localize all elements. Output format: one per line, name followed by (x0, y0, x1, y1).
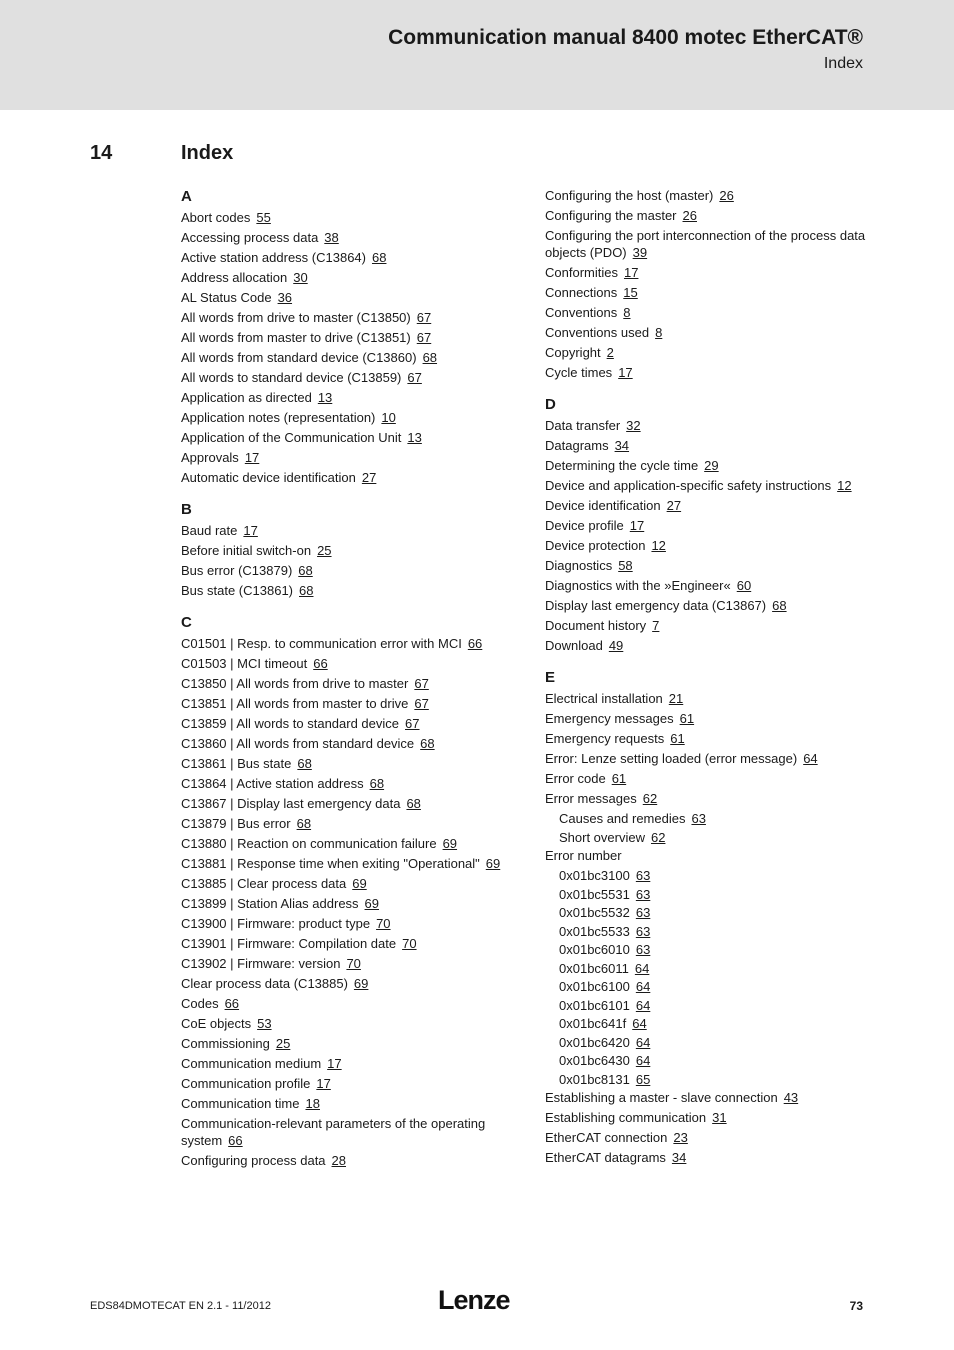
page-number: 73 (849, 1299, 863, 1313)
index-entry (181, 269, 521, 286)
index-page-link[interactable]: 67 (416, 330, 432, 345)
index-entry-text: 0x01bc6100 (559, 979, 630, 994)
index-entry-text: Error: Lenze setting loaded (error message) (545, 751, 798, 766)
index-entry (545, 997, 875, 1014)
index-entry (545, 1089, 875, 1106)
index-entry (545, 517, 875, 534)
index-entry-text: Download (545, 638, 603, 653)
index-page-link[interactable]: 28 (331, 1153, 346, 1168)
index-entry-text: Diagnostics with the »Engineer« (545, 578, 731, 593)
index-letter-heading: A (181, 188, 192, 205)
index-page-link[interactable]: 12 (651, 538, 666, 553)
index-entry-text: C13900 | Firmware: product type (181, 916, 371, 931)
index-entry (181, 209, 521, 226)
index-page-link[interactable]: 69 (485, 856, 501, 871)
index-page-link[interactable]: 55 (256, 210, 271, 225)
index-page-link[interactable]: 68 (296, 816, 312, 831)
index-entry (181, 542, 521, 559)
index-entry (545, 537, 875, 554)
index-entry-text: C13902 | Firmware: version (181, 956, 341, 971)
index-entry (545, 417, 875, 434)
index-entry-text: C01501 | Resp. to communication error with MCI (181, 636, 462, 651)
index-page-link[interactable]: 13 (317, 390, 333, 405)
index-entry-text: Accessing process data (181, 230, 319, 245)
page-header (0, 0, 954, 110)
index-page-link[interactable]: 70 (346, 956, 361, 971)
index-entry-text: 0x01bc6420 (559, 1034, 630, 1050)
index-page-link[interactable]: 60 (736, 578, 752, 593)
index-entry-text: AL Status Code (181, 290, 272, 305)
index-entry (181, 249, 521, 266)
index-page-link[interactable]: 10 (381, 410, 396, 425)
index-page-link[interactable]: 63 (635, 923, 651, 939)
index-page-link[interactable]: 63 (635, 905, 651, 920)
index-entry-text: C13861 | Bus state (181, 756, 292, 771)
index-entry-text: C13867 | Display last emergency data (181, 796, 401, 811)
index-entry-text: Baud rate (181, 523, 238, 538)
index-page-link[interactable]: 70 (402, 936, 417, 951)
index-entry (545, 207, 875, 224)
index-entry (181, 522, 521, 539)
index-group (545, 187, 875, 381)
index-entry-text: Communication-relevant parameters of the operating system (181, 1116, 486, 1148)
index-page-link[interactable]: 13 (407, 430, 422, 445)
index-entry (181, 955, 521, 972)
index-entry (181, 855, 521, 872)
index-entry-text: Determining the cycle time (545, 458, 699, 473)
index-entry-text: C13851 | All words from master to drive (181, 696, 409, 711)
index-entry-text: C13901 | Firmware: Compilation date (181, 936, 397, 951)
index-entry (545, 187, 875, 204)
index-entry (545, 1071, 875, 1088)
index-page-link[interactable]: 68 (406, 796, 421, 811)
index-entry-text: 0x01bc6011 (559, 960, 629, 976)
index-entry-text: Communication medium (181, 1056, 322, 1071)
index-entry-text: Short overview (559, 829, 645, 845)
index-page-link[interactable]: 68 (371, 250, 387, 265)
index-page-link[interactable]: 69 (352, 876, 367, 891)
index-entry-text: Automatic device identification (181, 470, 356, 485)
index-page-link[interactable]: 61 (611, 771, 627, 786)
index-entry (181, 409, 521, 426)
index-entry-text: Communication profile (181, 1076, 311, 1091)
index-entry-text: C13879 | Bus error (181, 816, 291, 831)
index-column-right (545, 187, 875, 1180)
index-page-link[interactable]: 64 (803, 751, 818, 766)
index-page-link[interactable]: 25 (317, 543, 332, 558)
index-entry-text: Device protection (545, 538, 646, 553)
index-page-link[interactable]: 43 (783, 1090, 799, 1105)
index-entry (545, 617, 875, 634)
index-entry (181, 1152, 521, 1169)
index-entry (181, 915, 521, 932)
index-letter-heading: D (545, 396, 556, 413)
index-page-link[interactable]: 69 (364, 896, 380, 911)
index-entry (545, 437, 875, 454)
index-entry (181, 429, 521, 446)
index-page-link[interactable]: 61 (670, 731, 685, 746)
index-letter-heading: B (181, 501, 192, 518)
index-page-link[interactable]: 17 (243, 523, 258, 538)
index-group (545, 668, 875, 1166)
index-entry (545, 457, 875, 474)
index-page-link[interactable]: 34 (614, 438, 630, 453)
index-entry-text: Device profile (545, 518, 624, 533)
index-entry (545, 941, 875, 958)
index-entry-text: Configuring the master (545, 208, 677, 223)
index-entry-text: EtherCAT datagrams (545, 1150, 666, 1165)
index-letter-heading: C (181, 614, 192, 631)
index-group (545, 395, 875, 654)
index-entry (545, 730, 875, 747)
index-page-link[interactable]: 63 (635, 868, 651, 883)
index-entry-text: Copyright (545, 345, 601, 360)
index-entry (545, 770, 875, 787)
index-page-link[interactable]: 27 (666, 498, 682, 513)
index-entry-text: All words from drive to master (C13850) (181, 310, 411, 325)
index-entry-text: C13881 | Response time when exiting "Operational" (181, 856, 480, 871)
index-entry (545, 477, 875, 494)
index-entry (545, 264, 875, 281)
index-page-link[interactable]: 67 (407, 370, 422, 385)
index-entry (181, 835, 521, 852)
index-entry-text: Active station address (C13864) (181, 250, 366, 265)
index-entry-text: Conformities (545, 265, 618, 280)
index-entry (181, 1015, 521, 1032)
index-page-link[interactable]: 8 (623, 305, 631, 320)
index-entry-text: Electrical installation (545, 691, 663, 706)
index-page-link[interactable]: 67 (405, 716, 420, 731)
index-entry (545, 284, 875, 301)
index-entry (545, 790, 875, 807)
index-entry-text: Application of the Communication Unit (181, 430, 402, 445)
index-group (181, 613, 521, 1169)
index-entry (545, 324, 875, 341)
index-entry-text: All words to standard device (C13859) (181, 370, 402, 385)
index-entry (181, 735, 521, 752)
index-entry (545, 1149, 875, 1166)
index-page-link[interactable]: 67 (414, 676, 429, 691)
index-entry (545, 886, 875, 903)
index-page-link[interactable]: 64 (635, 1053, 651, 1068)
index-page-link[interactable]: 58 (618, 558, 633, 573)
index-entry (181, 995, 521, 1012)
index-entry (181, 369, 521, 386)
index-page-link[interactable]: 23 (673, 1130, 688, 1145)
index-entry-text: Display last emergency data (C13867) (545, 598, 767, 613)
index-page-link[interactable]: 17 (316, 1076, 331, 1091)
index-page-link[interactable]: 63 (635, 942, 651, 957)
index-entry-text: Diagnostics (545, 558, 613, 573)
index-entry (181, 975, 521, 992)
index-entry-text: C01503 | MCI timeout (181, 656, 308, 671)
index-entry-text: Communication time (181, 1096, 300, 1111)
index-entry-text: Emergency requests (545, 731, 665, 746)
index-entry-text: Before initial switch-on (181, 543, 312, 558)
index-entry (545, 1034, 875, 1051)
index-page-link[interactable]: 64 (635, 1034, 651, 1050)
index-entry-text: EtherCAT connection (545, 1130, 668, 1145)
index-page-link[interactable]: 67 (414, 696, 429, 711)
index-entry-text: 0x01bc6430 (559, 1053, 630, 1068)
index-page-link[interactable]: 34 (671, 1150, 687, 1165)
index-entry (181, 815, 521, 832)
index-entry (545, 557, 875, 574)
index-entry (545, 847, 875, 864)
index-entry-text: C13880 | Reaction on communication failure (181, 836, 437, 851)
index-entry-text: All words from standard device (C13860) (181, 350, 417, 365)
index-page-link[interactable]: 64 (634, 960, 650, 976)
index-entry-text: Approvals (181, 450, 239, 465)
index-entry-text: Abort codes (181, 210, 251, 225)
index-entry-text: Clear process data (C13885) (181, 976, 348, 991)
index-entry (545, 227, 875, 261)
index-entry-text: Application as directed (181, 390, 312, 405)
index-entry (545, 978, 875, 995)
index-page-link[interactable]: 68 (298, 563, 313, 578)
index-entry-text: Application notes (representation) (181, 410, 376, 425)
index-entry (181, 562, 521, 579)
index-page-link[interactable]: 26 (719, 188, 734, 203)
index-page-link[interactable]: 68 (299, 583, 314, 598)
index-page-link[interactable]: 32 (626, 418, 641, 433)
index-entry (181, 695, 521, 712)
index-entry (181, 875, 521, 892)
index-entry (545, 497, 875, 514)
index-page-link[interactable]: 17 (618, 365, 633, 380)
document-title: Communication manual 8400 motec EtherCAT® (388, 26, 863, 49)
index-page-link[interactable]: 61 (679, 711, 695, 726)
index-entry (181, 1035, 521, 1052)
index-entry (545, 637, 875, 654)
index-entry (181, 675, 521, 692)
index-page-link[interactable]: 64 (635, 997, 651, 1013)
index-entry (545, 597, 875, 614)
index-page-link[interactable]: 26 (682, 208, 697, 223)
index-entry-text: Configuring the host (master) (545, 188, 714, 203)
index-page-link[interactable]: 53 (257, 1016, 272, 1031)
index-page-link[interactable]: 27 (361, 470, 377, 485)
index-entry (545, 1129, 875, 1146)
index-entry (181, 775, 521, 792)
chapter-number: 14 (90, 142, 113, 164)
index-page-link[interactable]: 63 (635, 886, 651, 902)
index-entry-text: C13864 | Active station address (181, 776, 364, 791)
index-entry (181, 935, 521, 952)
index-entry (181, 795, 521, 812)
index-entry (545, 577, 875, 594)
index-entry (545, 829, 875, 846)
document-section: Index (823, 55, 863, 72)
index-entry-text: 0x01bc5533 (559, 923, 630, 939)
index-page-link[interactable]: 30 (293, 270, 308, 285)
index-entry (545, 923, 875, 940)
index-page-link[interactable]: 64 (632, 1016, 647, 1031)
index-entry (181, 469, 521, 486)
index-page-link[interactable]: 7 (652, 618, 660, 633)
index-page-link[interactable]: 25 (275, 1036, 291, 1051)
index-page-link[interactable]: 70 (376, 916, 391, 931)
index-entry-text: C13850 | All words from drive to master (181, 676, 409, 691)
index-entry-text: Codes (181, 996, 219, 1011)
index-entry-text: Datagrams (545, 438, 609, 453)
index-page-link[interactable]: 64 (635, 979, 651, 994)
index-entry (181, 329, 521, 346)
index-entry (545, 344, 875, 361)
index-entry (181, 1115, 521, 1149)
index-entry (181, 635, 521, 652)
index-entry-text: 0x01bc5532 (559, 905, 630, 920)
index-page-link[interactable]: 68 (369, 776, 385, 791)
index-entry (181, 895, 521, 912)
index-page-link[interactable]: 66 (224, 996, 240, 1011)
index-entry (181, 309, 521, 326)
index-entry-text: 0x01bc8131 (559, 1071, 630, 1087)
index-group (181, 187, 521, 486)
index-entry-text: Device and application-specific safety instructions (545, 478, 832, 493)
index-page-link[interactable]: 31 (712, 1110, 727, 1125)
index-entry-text: C13860 | All words from standard device (181, 736, 415, 751)
index-page-link[interactable]: 68 (772, 598, 787, 613)
index-entry-text: Commissioning (181, 1036, 270, 1051)
index-page-link[interactable]: 17 (629, 518, 645, 533)
index-page-link[interactable]: 18 (305, 1096, 320, 1111)
index-page-link[interactable]: 68 (297, 756, 312, 771)
index-entry (545, 364, 875, 381)
index-page-link[interactable]: 66 (228, 1133, 243, 1148)
index-column-left (181, 187, 521, 1183)
index-page-link[interactable]: 62 (642, 791, 658, 806)
index-entry-text: Data transfer (545, 418, 621, 433)
index-entry-text: C13859 | All words to standard device (181, 716, 400, 731)
index-entry-text: Establishing communication (545, 1110, 707, 1125)
index-group (181, 500, 521, 599)
index-entry (545, 810, 875, 827)
index-page-link[interactable]: 65 (635, 1071, 651, 1087)
document-id: EDS84DMOTECAT EN 2.1 - 11/2012 (90, 1300, 271, 1312)
index-entry (181, 1075, 521, 1092)
index-entry-text: Cycle times (545, 365, 613, 380)
index-entry (181, 289, 521, 306)
index-page-link[interactable]: 67 (416, 310, 432, 325)
index-page-link[interactable]: 66 (313, 656, 328, 671)
index-page-link[interactable]: 29 (704, 458, 719, 473)
index-page-link[interactable]: 49 (608, 638, 624, 653)
index-page-link[interactable]: 2 (606, 345, 614, 360)
index-page-link[interactable]: 68 (422, 350, 438, 365)
index-page-link[interactable]: 69 (353, 976, 369, 991)
index-page-link[interactable]: 17 (327, 1056, 342, 1071)
index-entry-text: 0x01bc3100 (559, 868, 630, 883)
index-entry-text: Error messages (545, 791, 637, 806)
index-page-link[interactable]: 68 (420, 736, 435, 751)
index-entry-text: Document history (545, 618, 647, 633)
index-entry-text: Error number (545, 848, 622, 863)
index-entry (545, 867, 875, 884)
index-page-link[interactable]: 12 (837, 478, 852, 493)
index-entry-text: Conventions used (545, 325, 650, 340)
index-entry-text: Conventions (545, 305, 618, 320)
chapter-title: Index (181, 142, 234, 164)
index-page-link[interactable]: 17 (244, 450, 260, 465)
index-entry (181, 715, 521, 732)
index-entry-text: C13885 | Clear process data (181, 876, 347, 891)
index-entry (181, 449, 521, 466)
index-entry-text: Bus state (C13861) (181, 583, 294, 598)
index-entry-text: All words from master to drive (C13851) (181, 330, 411, 345)
index-entry-text: Configuring process data (181, 1153, 326, 1168)
lenze-logo: Lenze (438, 1285, 510, 1315)
index-entry (181, 755, 521, 772)
index-page-link[interactable]: 21 (668, 691, 684, 706)
index-entry (545, 904, 875, 921)
index-entry (181, 1055, 521, 1072)
index-entry-text: 0x01bc641f (559, 1016, 627, 1031)
index-entry (545, 960, 875, 977)
index-entry-text: 0x01bc5531 (559, 886, 630, 902)
index-entry-text: Emergency messages (545, 711, 674, 726)
index-entry (181, 229, 521, 246)
index-page-link[interactable]: 69 (442, 836, 458, 851)
index-entry (181, 582, 521, 599)
index-entry (545, 1052, 875, 1069)
index-page-link[interactable]: 17 (623, 265, 639, 280)
index-page-link[interactable]: 15 (623, 285, 638, 300)
index-page-link[interactable]: 38 (324, 230, 339, 245)
index-entry-text: CoE objects (181, 1016, 252, 1031)
index-entry-text: Causes and remedies (559, 811, 686, 826)
index-entry (545, 690, 875, 707)
index-letter-heading: E (545, 669, 556, 686)
index-entry-text: Error code (545, 771, 606, 786)
index-entry-text: 0x01bc6010 (559, 942, 630, 957)
index-page-link[interactable]: 39 (632, 245, 648, 260)
index-entry (181, 349, 521, 366)
index-page-link[interactable]: 36 (277, 290, 293, 305)
index-entry (181, 1095, 521, 1112)
index-page-link[interactable]: 8 (655, 325, 663, 340)
index-page-link[interactable]: 62 (650, 829, 666, 845)
index-page-link[interactable]: 63 (691, 811, 706, 826)
index-page-link[interactable]: 66 (467, 636, 483, 651)
index-entry (545, 750, 875, 767)
index-entry-text: Establishing a master - slave connection (545, 1090, 778, 1105)
index-entry (181, 655, 521, 672)
index-entry-text: Device identification (545, 498, 661, 513)
index-entry (545, 1015, 875, 1032)
index-entry-text: 0x01bc6101 (559, 997, 630, 1013)
index-entry-text: Bus error (C13879) (181, 563, 293, 578)
index-entry-text: Configuring the port interconnection of the process data objects (PDO) (545, 228, 866, 260)
index-entry-text: Address allocation (181, 270, 288, 285)
index-entry-text: Connections (545, 285, 618, 300)
index-entry (545, 710, 875, 727)
index-entry-text: C13899 | Station Alias address (181, 896, 359, 911)
index-entry (181, 389, 521, 406)
index-entry (545, 304, 875, 321)
index-entry (545, 1109, 875, 1126)
